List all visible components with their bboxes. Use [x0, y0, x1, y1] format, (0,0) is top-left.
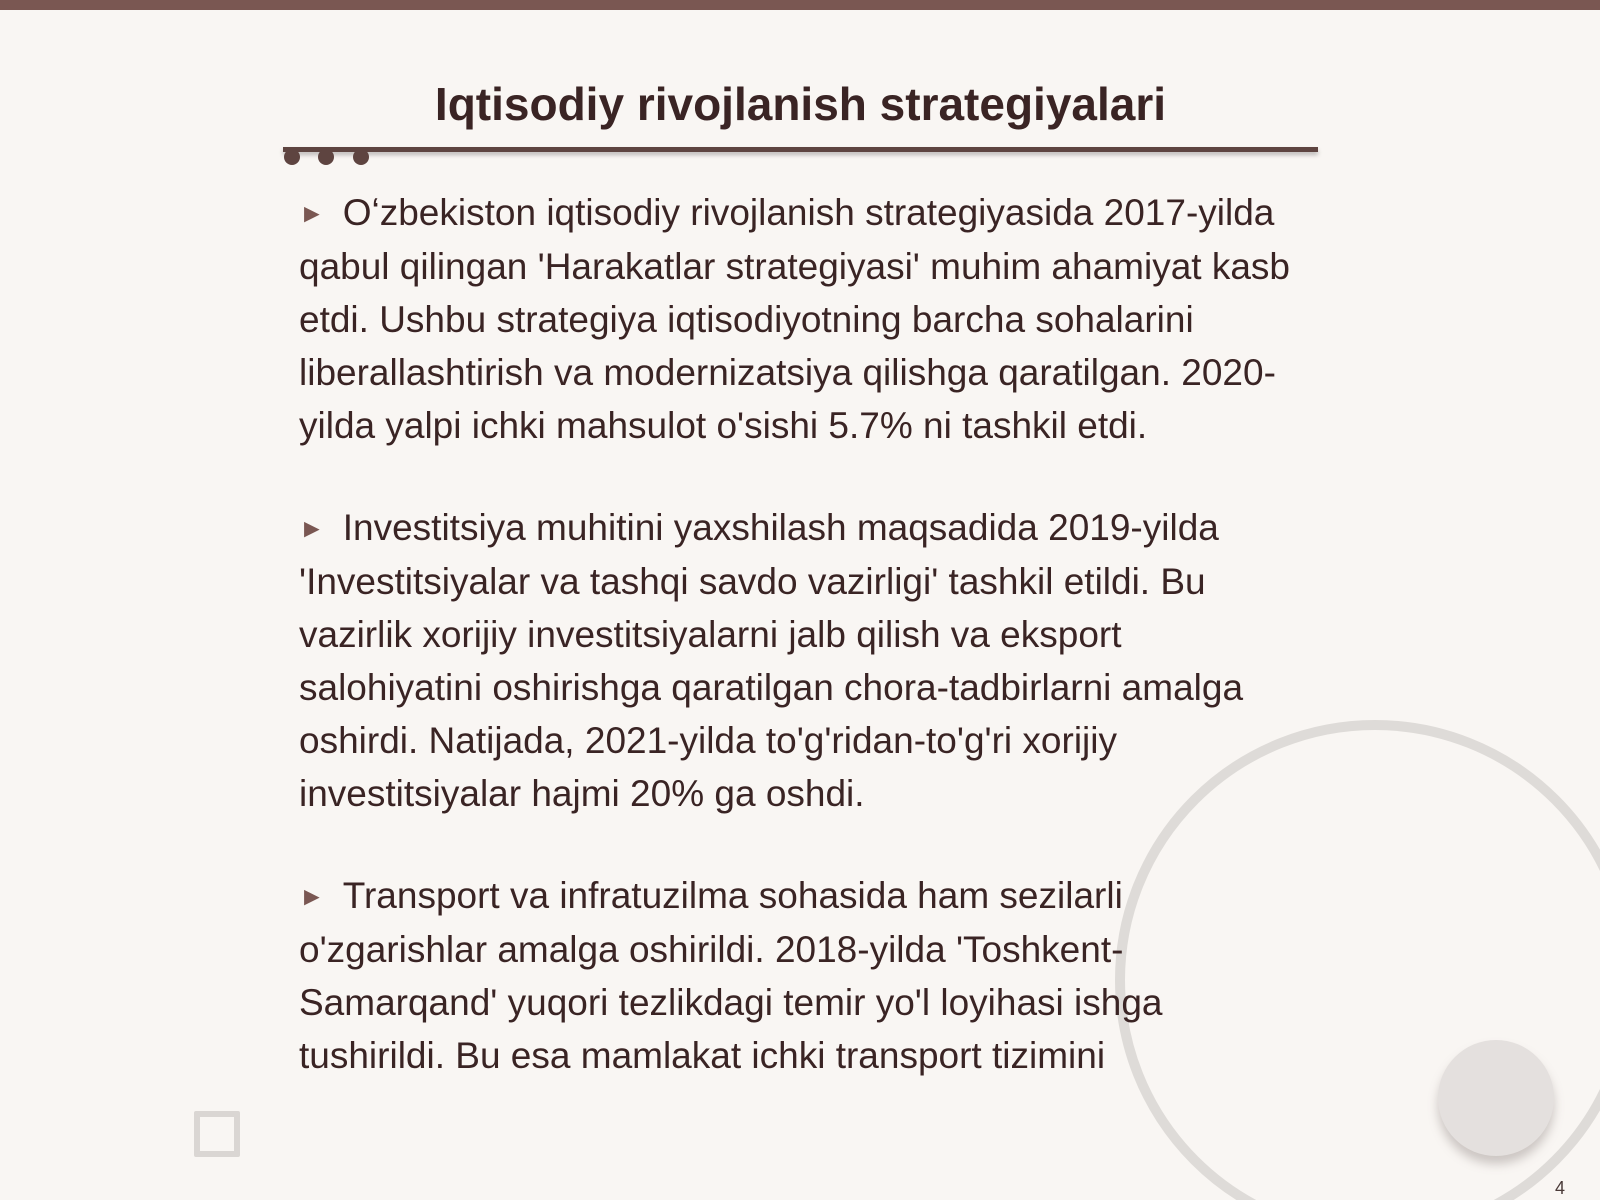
bullet-arrow-icon: ► [299, 198, 325, 228]
top-accent-bar [0, 0, 1600, 10]
bullet-item [299, 186, 1299, 452]
decorative-square [194, 1111, 240, 1157]
underline-dot [284, 149, 300, 165]
bullet-item [299, 501, 1299, 820]
bullet-item [299, 869, 1299, 1082]
page-number: 4 [1555, 1178, 1566, 1198]
bullet-text: Oʻzbekiston iqtisodiy rivojlanish strategiyasida 2017-yilda qabul qilingan 'Harakatlar strategiyasi' muhim ahamiyat kasb etdi. Ushbu strategiya iqtisodiyotning barcha sohalarini liberallashtirish va modernizatsiya qilishga qaratilgan. 2020-yilda yalpi ichki mahsulot o'sishi 5.7% ni tashkil etdi. [299, 192, 1290, 446]
bullet-text: Transport va infratuzilma sohasida ham sezilarli o'zgarishlar amalga oshirildi. 2018-yilda 'Toshkent-Samarqand' yuqori tezlikdagi temir yo'l loyihasi ishga tushirildi. Bu esa mamlakat ichki transport tizimini [299, 875, 1163, 1076]
bullet-text: Investitsiya muhitini yaxshilash maqsadida 2019-yilda 'Investitsiyalar va tashqi savdo vazirligi' tashkil etildi. Bu vazirlik xorijiy investitsiyalarni jalb qilish va eksport salohiyatini oshirishga qaratilgan chora-tadbirlarni amalga oshirdi. Natijada, 2021-yilda to'g'ridan-to'g'ri xorijiy investitsiyalar hajmi 20% ga oshdi. [299, 507, 1244, 814]
title-underline [283, 147, 1318, 152]
slide-title: Iqtisodiy rivojlanish strategiyalari [434, 78, 1167, 130]
bullet-arrow-icon: ► [299, 513, 325, 543]
underline-dot [353, 149, 369, 165]
underline-dot [318, 149, 334, 165]
bullet-list [299, 186, 1299, 1131]
bullet-arrow-icon: ► [299, 881, 325, 911]
decorative-circle [1438, 1040, 1554, 1156]
